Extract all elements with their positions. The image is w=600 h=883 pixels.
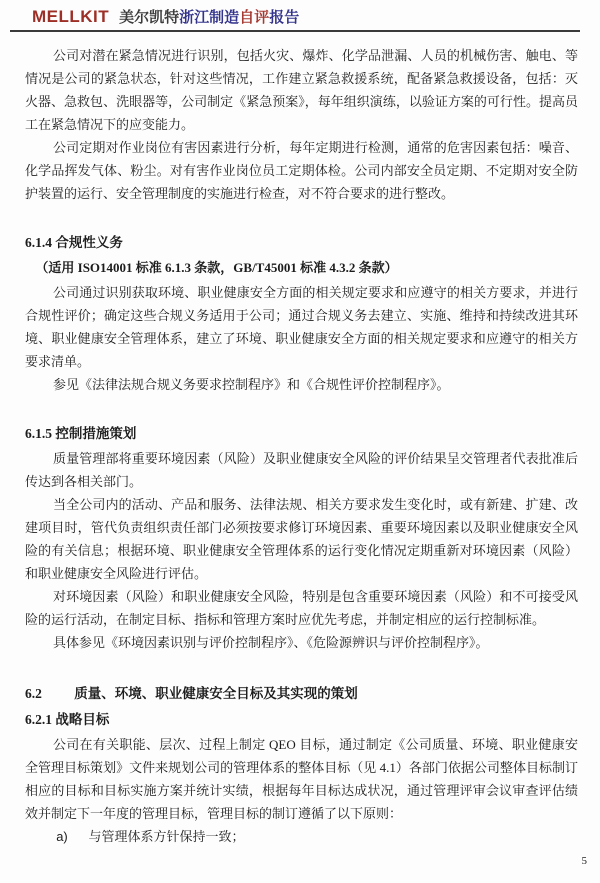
paragraph-risk-evaluation-approval: 质量管理部将重要环境因素（风险）及职业健康安全风险的评价结果呈交管理者代表批准后传达到各相关部门。 xyxy=(25,451,578,489)
section-heading-6-1-5: 6.1.5 控制措施策划 xyxy=(25,426,137,441)
header-title-part2: 自评 xyxy=(239,10,270,26)
paragraph-qeo-objectives: 公司在有关职能、层次、过程上制定 QEO 目标，通过制定《公司质量、环境、职业健康安全管理目标策划》文件来规划公司的管理体系的整体目标（见 4.1）各部门依据公司整体目标制订相应的目标和目标实施方案并统计实绩，根据每年目标达成状况，通过管理评审会议审查评估绩效并制定下一年度的管理目标，管理目标的制订遵循了以下原则： xyxy=(25,737,578,821)
paragraph-procedures-reference: 具体参见《环境因素识别与评价控制程序》、《危险源辨识与评价控制程序》。 xyxy=(52,635,489,650)
header-title-part1: 浙江制造 xyxy=(179,10,240,26)
section-heading-6-2 xyxy=(25,682,578,706)
section-heading-6-2-1: 6.2.1 战略目标 xyxy=(25,712,110,727)
header-company-name: 美尔凯特 xyxy=(119,10,180,26)
document-body xyxy=(25,32,578,848)
header-title-part3: 报告 xyxy=(269,10,300,26)
section-heading-6-1-4: 6.1.4 合规性义务 xyxy=(25,235,123,250)
paragraph-compliance-obligations: 公司通过识别获取环境、职业健康安全方面的相关规定要求和应遵守的相关方要求，并进行合规性评价；确定这些合规义务适用于公司；通过合规义务去建立、实施、维持和持续改进其环境、职业健康安全管理体系，建立了环境、职业健康安全方面的相关规定要求和应遵守的相关方要求清单。 xyxy=(25,285,578,369)
list-item-a xyxy=(56,825,578,848)
list-item-text: 与管理体系方针保持一致； xyxy=(88,829,245,844)
paragraph-change-revision: 当全公司内的活动、产品和服务、法律法规、相关方要求发生变化时，或有新建、扩建、改建项目时，管代负责组织责任部门必须按要求修订环境因素、重要环境因素以及职业健康安全风险的有关信息；根据环境、职业健康安全管理体系的运行变化情况定期重新对环境因素（风险）和职业健康安全风险进行评估。 xyxy=(25,497,578,581)
page-number: 5 xyxy=(581,855,587,867)
report-header xyxy=(10,0,580,32)
paragraph-hazard-analysis: 公司定期对作业岗位有害因素进行分析，每年定期进行检测，通常的危害因素包括：噪音、化学品挥发气体、粉尘。对有害作业岗位员工定期体检。公司内部安全员定期、不定期对安全防护装置的运行、安全管理制度的实施进行检查，对不符合要求的进行整改。 xyxy=(25,140,578,201)
paragraph-priority-control: 对环境因素（风险）和职业健康安全风险，特别是包含重要环境因素（风险）和不可接受风险的运行活动，在制定目标、指标和管理方案时应优先考虑，并制定相应的运行控制标准。 xyxy=(25,589,578,627)
section-title: 质量、环境、职业健康安全目标及其实现的策划 xyxy=(74,686,358,701)
company-logo-text: MELLKIT xyxy=(32,7,110,26)
section-number: 6.2 xyxy=(25,686,42,701)
applicable-standards-note: （适用 ISO14001 标准 6.1.3 条款，GB/T45001 标准 4.3.2 条款） xyxy=(35,260,398,275)
paragraph-compliance-reference: 参见《法律法规合规义务要求控制程序》和《合规性评价控制程序》。 xyxy=(52,377,450,392)
list-item-marker: a) xyxy=(56,829,68,844)
paragraph-emergency-identification: 公司对潜在紧急情况进行识别，包括火灾、爆炸、化学品泄漏、人员的机械伤害、触电、等情况是公司的紧急状态，针对这些情况，工作建立紧急救援系统，配备紧急救援设备，包括：灭火器、急救包、洗眼器等，公司制定《紧急预案》，每年组织演练，以验证方案的可行性。提高员工在紧急情况下的应变能力。 xyxy=(25,48,578,132)
